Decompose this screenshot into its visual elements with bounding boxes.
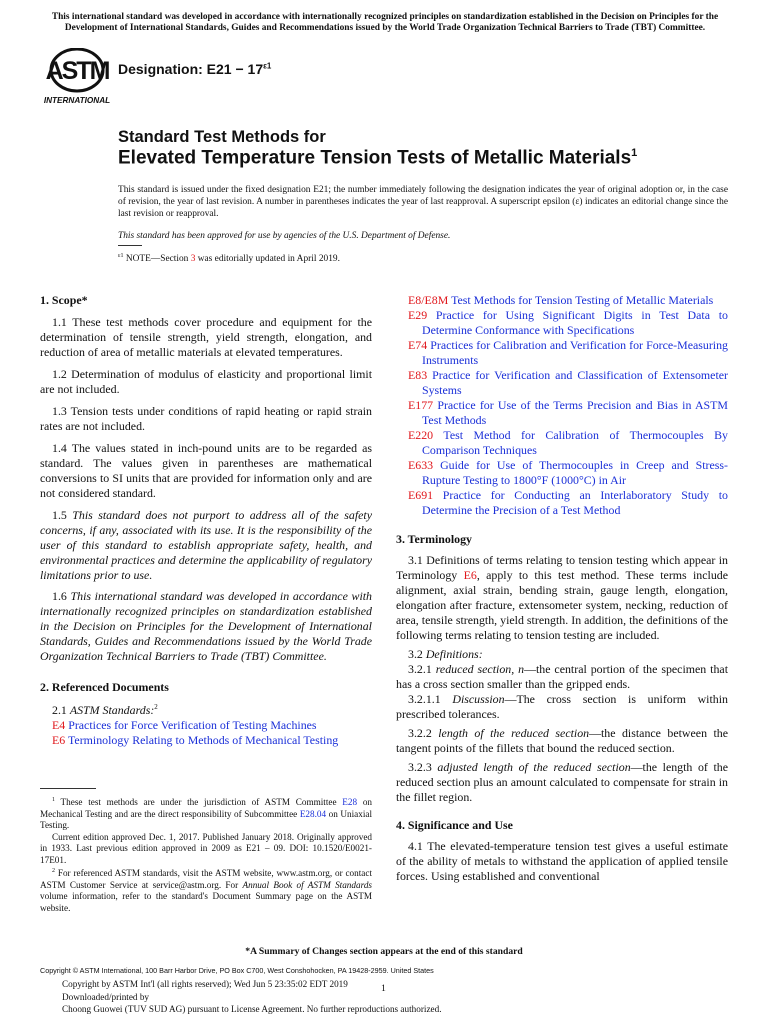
ref-code: E6	[52, 732, 66, 747]
section-3-link[interactable]: 3	[190, 254, 196, 265]
designation-sup: ε1	[263, 61, 272, 71]
footnote-divider	[40, 788, 96, 789]
designation-label: Designation: E21 − 17	[118, 61, 264, 77]
committee-e28-link[interactable]: E28	[342, 797, 358, 808]
footnote-2: $^2$ For referenced ASTM standards, visit the ASTM website, www.astm.org, or contact ASTM Customer Service at service@astm.org. For Annual Book of ASTM Standards volume information, refer to the standard's Document Summary page on the ASTM website.	[40, 868, 372, 913]
designation	[118, 61, 271, 77]
ref-item[interactable]	[396, 458, 728, 488]
ref-item[interactable]	[40, 733, 372, 748]
ref-title: Practice for Conducting an Interlaboratory Study to Determine the Precision of a Test Method	[422, 488, 728, 517]
footnote-1-edition: Current edition approved Dec. 1, 2017. Published January 2018. Originally approved in 1933. Last previous edition approved in 2009 as E21 – 09. DOI: 10.1520/E0021-17E01.	[40, 831, 372, 865]
ref-title: Practice for Using Significant Digits in Test Data to Determine Conformance with Specifications	[422, 308, 728, 337]
para-1-1: 1.1 These test methods cover procedure and equipment for the determination of tensile strength, yield strength, elongation, and reduction of area of metallic materials at elevated temperatures.	[40, 315, 372, 359]
license-line-1: Copyright by ASTM Int'l (all rights reserved); Wed Jun 5 23:35:02 EDT 2019	[62, 979, 348, 989]
intro-dod-notice: This standard has been approved for use by agencies of the U.S. Department of Defense.	[118, 231, 451, 241]
ref-item[interactable]	[396, 428, 728, 458]
ref-title: Practices for Force Verification of Testing Machines	[68, 717, 317, 732]
astm-logo	[40, 48, 114, 106]
para-3-2-2: 3.2.2 length of the reduced section—the distance between the tangent points of the fillets that bound the reduced section.	[396, 726, 728, 755]
para-4-1: 4.1 The elevated-temperature tension test gives a useful estimate of the ability of metals to withstand the application of applied tensile forces. Using established and conventional	[396, 839, 728, 883]
ref-item[interactable]	[40, 718, 372, 733]
ref-item[interactable]	[396, 368, 728, 398]
ref-code: E8/E8M	[408, 293, 449, 307]
ref-title: Practice for Use of the Terms Precision and Bias in ASTM Test Methods	[422, 398, 728, 427]
section-2-heading: 2. Referenced Documents	[40, 680, 169, 694]
logo-sub: INTERNATIONAL	[43, 96, 111, 105]
para-1-6: 1.6 This international standard was developed in accordance with internationally recognized principles on standardization established in the Decision on Principles for the Development of International Standards, Guides and Recommendations issued by the World Trade Organization Technical Barriers to Trade (TBT) Committee.	[40, 589, 372, 663]
ref-title: Practices for Calibration and Verification for Force-Measuring Instruments	[422, 338, 728, 367]
para-3-1: 3.1 Definitions of terms relating to tension testing which appear in Terminology E6, apply to this test method. These terms include alignment, axial strain, bending strain, gauge length, elongation, elongation after fracture, extensometer system, necking, reduction of area, tensile strength, yield strength. In addition, the definitions of the following terms relating to tension testing are included.	[396, 553, 729, 642]
intro-fixed-designation: This standard is issued under the fixed designation E21; the number immediately following the designation indicates the year of original adoption or, in the case of revision, the year of last revision. A number in parentheses indicates the year of last reapproval. A superscript epsilon (ε) indicates an editorial change since the last revision or reapproval.	[118, 185, 728, 219]
ref-code: E83	[408, 368, 428, 382]
title-line-1: Standard Test Methods for	[118, 128, 326, 146]
para-1-5: 1.5 This standard does not purport to address all of the safety concerns, if any, associated with its use. It is the responsibility of the user of this standard to establish appropriate safety, health, and environmental practices and determine the applicability of regulatory limitations prior to use.	[40, 508, 372, 582]
para-3-2: 3.2 Definitions:	[408, 647, 483, 661]
section-3-heading: 3. Terminology	[396, 532, 472, 546]
ref-title: Test Method for Calibration of Thermocouples By Comparison Techniques	[422, 428, 728, 457]
ref-code: E177	[408, 398, 434, 412]
section-4-heading: 4. Significance and Use	[396, 818, 513, 832]
license-line-2: Downloaded/printed by	[62, 991, 150, 1002]
title-line-2	[118, 147, 637, 169]
page-number: 1	[381, 983, 386, 994]
ref-code: E691	[408, 488, 434, 502]
section-1-heading: 1. Scope*	[40, 293, 88, 307]
title-sup: 1	[631, 147, 638, 159]
footnote-1: $^1$ These test methods are under the jurisdiction of ASTM Committee E28 on Mechanical Testing and are the direct responsibility of Subcommittee E28.04 on Uniaxial Testing.	[40, 797, 373, 831]
copyright-line: Copyright © ASTM International, 100 Barr Harbor Drive, PO Box C700, West Conshohocken, PA 19428-2959. United States	[40, 966, 434, 975]
logo-letters: ASTM	[45, 57, 109, 85]
title-text: Elevated Temperature Tension Tests of Metallic Materials	[118, 147, 632, 169]
left-column	[40, 293, 372, 748]
license-line-3: Choong Guowei (TUV SUD AG) pursuant to License Agreement. No further reproductions authorized.	[62, 1004, 442, 1014]
ref-code: E4	[52, 717, 66, 732]
para-3-2-1-1: 3.2.1.1 Discussion—The cross section is uniform within prescribed tolerances.	[396, 692, 728, 721]
ref-item[interactable]	[396, 398, 728, 428]
footnotes	[40, 795, 372, 914]
para-1-2: 1.2 Determination of modulus of elasticity and proportional limit are not included.	[40, 367, 372, 396]
ref-title: Test Methods for Tension Testing of Metallic Materials	[451, 293, 714, 307]
ref-title: Guide for Use of Thermocouples in Creep and Stress-Rupture Testing to 1800°F (1000°C) in Air	[422, 458, 728, 487]
para-3-2-3: 3.2.3 adjusted length of the reduced section—the length of the reduced section plus an amount calculated to compensate for strain in the fillet region.	[396, 760, 728, 804]
ref-item[interactable]	[396, 338, 728, 368]
para-1-4: 1.4 The values stated in inch-pound units are to be regarded as standard. The values given in parentheses are mathematical conversions to SI units that are provided for information only and are not considered standard.	[40, 441, 372, 500]
ref-item[interactable]	[396, 293, 728, 308]
intro-editorial-note: $^{\varepsilon 1}$ NOTE—Section 3 was editorially updated in April 2019.	[118, 253, 340, 265]
intro-divider	[118, 245, 142, 246]
para-2-1: 2.1 ASTM Standards:$^2$	[52, 702, 158, 717]
ref-code: E74	[408, 338, 428, 352]
para-3-2-1: 3.2.1 reduced section, n—the central portion of the specimen that has a cross section smaller than the gripped ends.	[396, 662, 728, 691]
para-1-3: 1.3 Tension tests under conditions of rapid heating or rapid strain rates are not included.	[40, 404, 372, 433]
ref-code: E633	[408, 458, 434, 472]
summary-of-changes-note: *A Summary of Changes section appears at the end of this standard	[245, 946, 523, 957]
e6-link[interactable]: E6	[463, 568, 477, 582]
astm-logo-graphic	[40, 48, 114, 106]
ref-item[interactable]	[396, 488, 728, 518]
subcommittee-link[interactable]: E28.04	[299, 808, 327, 819]
ref-code: E220	[408, 428, 434, 442]
top-notice: This international standard was developed in accordance with internationally recognized principles on standardization established in the Decision on Principles for the Development of International Standards, Guides and Recommendations issued by the World Trade Organization Technical Barriers to Trade (TBT) Committee.	[51, 12, 719, 33]
ref-code: E29	[408, 308, 428, 322]
ref-title: Terminology Relating to Methods of Mechanical Testing	[67, 732, 339, 747]
ref-item[interactable]	[396, 308, 728, 338]
ref-title: Practice for Verification and Classification of Extensometer Systems	[422, 368, 728, 397]
right-column	[396, 293, 728, 884]
